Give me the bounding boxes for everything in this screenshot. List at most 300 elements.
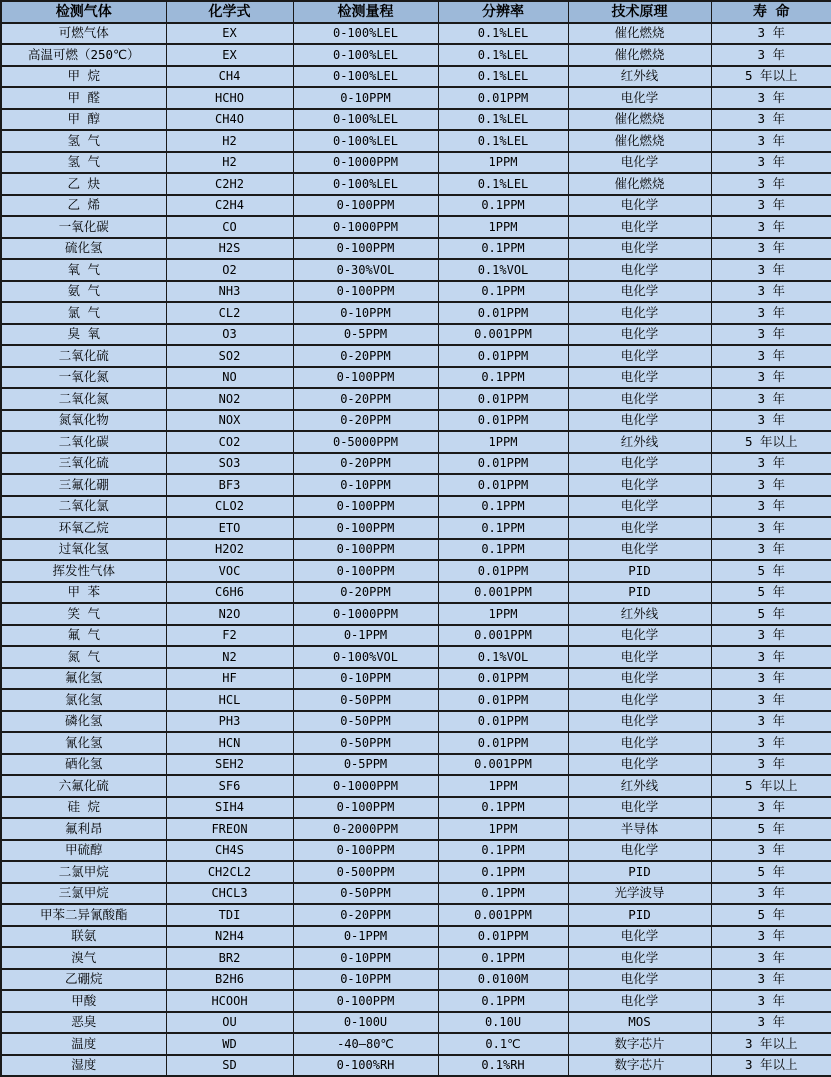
cell: 3 年 <box>711 689 831 711</box>
table-row <box>1 1012 831 1034</box>
cell: 电化学 <box>568 926 711 948</box>
cell: HCL <box>166 689 293 711</box>
table-row <box>1 195 831 217</box>
cell: 3 年 <box>711 173 831 195</box>
cell: 3 年 <box>711 281 831 303</box>
cell: 氢 气 <box>1 130 166 152</box>
cell: SO3 <box>166 453 293 475</box>
cell: 3 年 <box>711 754 831 776</box>
cell: 3 年 <box>711 109 831 131</box>
cell: 5 年 <box>711 861 831 883</box>
cell: 0.01PPM <box>438 345 568 367</box>
cell: 红外线 <box>568 603 711 625</box>
cell: 0-100PPM <box>293 539 438 561</box>
cell: 3 年 <box>711 539 831 561</box>
cell: SIH4 <box>166 797 293 819</box>
cell: 3 年 <box>711 1012 831 1034</box>
cell: 催化燃烧 <box>568 44 711 66</box>
cell: 0-100%LEL <box>293 130 438 152</box>
table-row <box>1 66 831 88</box>
cell: 0.1PPM <box>438 947 568 969</box>
cell: 3 年 <box>711 410 831 432</box>
cell: 0-100%RH <box>293 1055 438 1077</box>
cell: 一氧化氮 <box>1 367 166 389</box>
cell: 催化燃烧 <box>568 109 711 131</box>
cell: 恶臭 <box>1 1012 166 1034</box>
table-row <box>1 711 831 733</box>
table-row <box>1 431 831 453</box>
cell: 0-100PPM <box>293 238 438 260</box>
cell: 0.1PPM <box>438 238 568 260</box>
cell: 电化学 <box>568 668 711 690</box>
cell: 乙 烯 <box>1 195 166 217</box>
cell: 高温可燃（250℃） <box>1 44 166 66</box>
cell: 0-1PPM <box>293 625 438 647</box>
cell: 3 年 <box>711 711 831 733</box>
cell: 3 年 <box>711 130 831 152</box>
cell: 甲苯二异氰酸酯 <box>1 904 166 926</box>
cell: 5 年 <box>711 582 831 604</box>
cell: 挥发性气体 <box>1 560 166 582</box>
cell: 3 年 <box>711 23 831 45</box>
table-row <box>1 1033 831 1055</box>
cell: 电化学 <box>568 840 711 862</box>
cell: 0.001PPM <box>438 324 568 346</box>
cell: 0.1PPM <box>438 883 568 905</box>
table-row <box>1 732 831 754</box>
cell: 5 年以上 <box>711 775 831 797</box>
table-row <box>1 947 831 969</box>
cell: O2 <box>166 259 293 281</box>
cell: 5 年以上 <box>711 66 831 88</box>
cell: CO2 <box>166 431 293 453</box>
cell: 氯化氢 <box>1 689 166 711</box>
cell: 3 年 <box>711 797 831 819</box>
cell: 0-20PPM <box>293 388 438 410</box>
cell: 3 年 <box>711 388 831 410</box>
cell: 溴气 <box>1 947 166 969</box>
cell: 0.1%LEL <box>438 23 568 45</box>
cell: 0.0100M <box>438 969 568 991</box>
cell: 0-1000PPM <box>293 775 438 797</box>
cell: SO2 <box>166 345 293 367</box>
cell: 0-20PPM <box>293 453 438 475</box>
cell: 数字芯片 <box>568 1033 711 1055</box>
cell: 0-100%LEL <box>293 66 438 88</box>
cell: 0.01PPM <box>438 711 568 733</box>
cell: 臭 氧 <box>1 324 166 346</box>
cell: CH2CL2 <box>166 861 293 883</box>
cell: 3 年 <box>711 453 831 475</box>
cell: NO <box>166 367 293 389</box>
cell: CLO2 <box>166 496 293 518</box>
cell: 0.01PPM <box>438 560 568 582</box>
cell: 二氧化氮 <box>1 388 166 410</box>
table-row <box>1 1055 831 1077</box>
cell: NH3 <box>166 281 293 303</box>
cell: NOX <box>166 410 293 432</box>
table-row <box>1 840 831 862</box>
cell: 氟利昂 <box>1 818 166 840</box>
cell: 电化学 <box>568 453 711 475</box>
header-cell: 检测气体 <box>1 1 166 23</box>
cell: 半导体 <box>568 818 711 840</box>
cell: 0.1PPM <box>438 840 568 862</box>
cell: 0-10PPM <box>293 87 438 109</box>
cell: 电化学 <box>568 711 711 733</box>
cell: 0-20PPM <box>293 345 438 367</box>
cell: 1PPM <box>438 818 568 840</box>
cell: 光学波导 <box>568 883 711 905</box>
table-row <box>1 410 831 432</box>
cell: 0.01PPM <box>438 87 568 109</box>
cell: 电化学 <box>568 345 711 367</box>
cell: WD <box>166 1033 293 1055</box>
cell: BR2 <box>166 947 293 969</box>
cell: 3 年 <box>711 883 831 905</box>
cell: 0-100PPM <box>293 496 438 518</box>
cell: HCHO <box>166 87 293 109</box>
cell: CO <box>166 216 293 238</box>
table-row <box>1 152 831 174</box>
cell: 0-10PPM <box>293 668 438 690</box>
table-row <box>1 754 831 776</box>
cell: 0-20PPM <box>293 582 438 604</box>
cell: HCN <box>166 732 293 754</box>
cell: C6H6 <box>166 582 293 604</box>
cell: PID <box>568 904 711 926</box>
table-row <box>1 625 831 647</box>
cell: 3 年 <box>711 990 831 1012</box>
cell: 二氧化氯 <box>1 496 166 518</box>
cell: 0.001PPM <box>438 582 568 604</box>
table-row <box>1 130 831 152</box>
cell: 3 年 <box>711 195 831 217</box>
cell: 0.01PPM <box>438 732 568 754</box>
cell: 3 年 <box>711 926 831 948</box>
cell: 电化学 <box>568 324 711 346</box>
table-row <box>1 216 831 238</box>
cell: 三氧化硫 <box>1 453 166 475</box>
cell: 氧 气 <box>1 259 166 281</box>
cell: F2 <box>166 625 293 647</box>
table-row <box>1 775 831 797</box>
cell: 3 年 <box>711 324 831 346</box>
cell: 0-1000PPM <box>293 603 438 625</box>
cell: 环氧乙烷 <box>1 517 166 539</box>
cell: 温度 <box>1 1033 166 1055</box>
cell: 甲硫醇 <box>1 840 166 862</box>
cell: 0.1PPM <box>438 861 568 883</box>
cell: 0-5PPM <box>293 324 438 346</box>
cell: 0-100%LEL <box>293 23 438 45</box>
cell: 电化学 <box>568 238 711 260</box>
cell: 0.1%VOL <box>438 646 568 668</box>
cell: 3 年 <box>711 44 831 66</box>
cell: 甲酸 <box>1 990 166 1012</box>
table-row <box>1 23 831 45</box>
cell: 0.001PPM <box>438 754 568 776</box>
cell: PID <box>568 861 711 883</box>
header-cell: 分辨率 <box>438 1 568 23</box>
cell: 3 年 <box>711 496 831 518</box>
table-row <box>1 259 831 281</box>
cell: 0-500PPM <box>293 861 438 883</box>
cell: 氯 气 <box>1 302 166 324</box>
cell: SF6 <box>166 775 293 797</box>
header-cell: 化学式 <box>166 1 293 23</box>
cell: 0-10PPM <box>293 474 438 496</box>
table-row <box>1 818 831 840</box>
cell: 0-2000PPM <box>293 818 438 840</box>
cell: MOS <box>568 1012 711 1034</box>
cell: CL2 <box>166 302 293 324</box>
cell: 氟化氢 <box>1 668 166 690</box>
cell: 5 年 <box>711 904 831 926</box>
cell: 甲 醇 <box>1 109 166 131</box>
cell: 1PPM <box>438 775 568 797</box>
cell: 催化燃烧 <box>568 173 711 195</box>
cell: 电化学 <box>568 990 711 1012</box>
cell: 0-1PPM <box>293 926 438 948</box>
cell: 0.1℃ <box>438 1033 568 1055</box>
cell: O3 <box>166 324 293 346</box>
cell: SEH2 <box>166 754 293 776</box>
cell: 电化学 <box>568 646 711 668</box>
cell: 1PPM <box>438 431 568 453</box>
cell: 电化学 <box>568 281 711 303</box>
table-row <box>1 990 831 1012</box>
cell: 0-100%LEL <box>293 173 438 195</box>
header-cell: 寿 命 <box>711 1 831 23</box>
table-row <box>1 367 831 389</box>
table-row <box>1 388 831 410</box>
cell: 0-50PPM <box>293 732 438 754</box>
table-row <box>1 281 831 303</box>
cell: 湿度 <box>1 1055 166 1077</box>
cell: 1PPM <box>438 603 568 625</box>
cell: H2 <box>166 130 293 152</box>
cell: 1PPM <box>438 216 568 238</box>
cell: 0-100PPM <box>293 195 438 217</box>
cell: 笑 气 <box>1 603 166 625</box>
cell: 0.1PPM <box>438 797 568 819</box>
cell: 电化学 <box>568 732 711 754</box>
cell: 电化学 <box>568 87 711 109</box>
cell: ETO <box>166 517 293 539</box>
cell: 电化学 <box>568 539 711 561</box>
cell: 0-30%VOL <box>293 259 438 281</box>
cell: OU <box>166 1012 293 1034</box>
cell: 5 年 <box>711 603 831 625</box>
cell: 氟 气 <box>1 625 166 647</box>
cell: 电化学 <box>568 195 711 217</box>
table-row <box>1 238 831 260</box>
cell: 0-100PPM <box>293 367 438 389</box>
table-row <box>1 517 831 539</box>
cell: 电化学 <box>568 947 711 969</box>
table-row <box>1 797 831 819</box>
cell: PID <box>568 582 711 604</box>
cell: 电化学 <box>568 517 711 539</box>
cell: 3 年以上 <box>711 1055 831 1077</box>
cell: CH4S <box>166 840 293 862</box>
cell: 3 年 <box>711 947 831 969</box>
cell: PID <box>568 560 711 582</box>
table-row <box>1 969 831 991</box>
cell: 3 年 <box>711 367 831 389</box>
cell: 三氯甲烷 <box>1 883 166 905</box>
cell: 氨 气 <box>1 281 166 303</box>
cell: 电化学 <box>568 689 711 711</box>
cell: 电化学 <box>568 496 711 518</box>
cell: 0.01PPM <box>438 689 568 711</box>
cell: 催化燃烧 <box>568 130 711 152</box>
cell: 0.1PPM <box>438 195 568 217</box>
table-row <box>1 861 831 883</box>
cell: EX <box>166 23 293 45</box>
cell: 3 年 <box>711 302 831 324</box>
table-row <box>1 109 831 131</box>
cell: 1PPM <box>438 152 568 174</box>
cell: 5 年以上 <box>711 431 831 453</box>
cell: 0.1%LEL <box>438 173 568 195</box>
cell: 0.1PPM <box>438 539 568 561</box>
cell: 电化学 <box>568 625 711 647</box>
cell: 0.01PPM <box>438 474 568 496</box>
cell: 红外线 <box>568 775 711 797</box>
cell: CH4 <box>166 66 293 88</box>
cell: C2H4 <box>166 195 293 217</box>
cell: 氮氧化物 <box>1 410 166 432</box>
cell: 甲 烷 <box>1 66 166 88</box>
table-row <box>1 324 831 346</box>
cell: 乙硼烷 <box>1 969 166 991</box>
cell: 二氯甲烷 <box>1 861 166 883</box>
cell: 二氧化碳 <box>1 431 166 453</box>
cell: 0-50PPM <box>293 689 438 711</box>
table-row <box>1 926 831 948</box>
cell: 3 年 <box>711 216 831 238</box>
table-row <box>1 173 831 195</box>
table-row <box>1 668 831 690</box>
cell: 5 年 <box>711 818 831 840</box>
cell: 电化学 <box>568 969 711 991</box>
cell: 0.01PPM <box>438 668 568 690</box>
cell: 催化燃烧 <box>568 23 711 45</box>
cell: 0.1%LEL <box>438 109 568 131</box>
cell: 硅 烷 <box>1 797 166 819</box>
cell: N2H4 <box>166 926 293 948</box>
cell: 3 年 <box>711 625 831 647</box>
cell: 过氧化氢 <box>1 539 166 561</box>
cell: 电化学 <box>568 302 711 324</box>
cell: N2O <box>166 603 293 625</box>
cell: 3 年 <box>711 152 831 174</box>
cell: 0.01PPM <box>438 453 568 475</box>
table-row <box>1 345 831 367</box>
cell: NO2 <box>166 388 293 410</box>
table-row <box>1 496 831 518</box>
cell: 氮 气 <box>1 646 166 668</box>
cell: VOC <box>166 560 293 582</box>
cell: 0-5000PPM <box>293 431 438 453</box>
cell: PH3 <box>166 711 293 733</box>
cell: 红外线 <box>568 66 711 88</box>
cell: HCOOH <box>166 990 293 1012</box>
cell: 电化学 <box>568 410 711 432</box>
table-row <box>1 883 831 905</box>
cell: 0.01PPM <box>438 302 568 324</box>
cell: CHCL3 <box>166 883 293 905</box>
cell: 磷化氢 <box>1 711 166 733</box>
cell: H2O2 <box>166 539 293 561</box>
cell: 3 年 <box>711 732 831 754</box>
cell: 三氟化硼 <box>1 474 166 496</box>
cell: 0-100PPM <box>293 517 438 539</box>
cell: 电化学 <box>568 152 711 174</box>
cell: CH4O <box>166 109 293 131</box>
cell: H2 <box>166 152 293 174</box>
cell: 电化学 <box>568 388 711 410</box>
cell: 3 年 <box>711 238 831 260</box>
cell: 0.1%LEL <box>438 130 568 152</box>
cell: B2H6 <box>166 969 293 991</box>
cell: 3 年以上 <box>711 1033 831 1055</box>
cell: 0.01PPM <box>438 410 568 432</box>
table-body <box>1 23 831 1077</box>
cell: 电化学 <box>568 754 711 776</box>
cell: N2 <box>166 646 293 668</box>
cell: 3 年 <box>711 259 831 281</box>
cell: 联氨 <box>1 926 166 948</box>
cell: 3 年 <box>711 345 831 367</box>
cell: BF3 <box>166 474 293 496</box>
cell: 0-50PPM <box>293 711 438 733</box>
cell: 甲 苯 <box>1 582 166 604</box>
header-cell: 检测量程 <box>293 1 438 23</box>
cell: 电化学 <box>568 259 711 281</box>
cell: 3 年 <box>711 87 831 109</box>
cell: 电化学 <box>568 367 711 389</box>
cell: 0.1%LEL <box>438 66 568 88</box>
cell: 0-5PPM <box>293 754 438 776</box>
cell: SD <box>166 1055 293 1077</box>
cell: TDI <box>166 904 293 926</box>
cell: 0-10PPM <box>293 969 438 991</box>
cell: 0.1PPM <box>438 496 568 518</box>
table-row <box>1 453 831 475</box>
cell: 电化学 <box>568 216 711 238</box>
cell: 0-100%VOL <box>293 646 438 668</box>
cell: 0-10PPM <box>293 302 438 324</box>
cell: 0.1%VOL <box>438 259 568 281</box>
table-row <box>1 539 831 561</box>
cell: 氢 气 <box>1 152 166 174</box>
cell: 二氧化硫 <box>1 345 166 367</box>
table-row <box>1 44 831 66</box>
cell: 0-100PPM <box>293 840 438 862</box>
table-row <box>1 646 831 668</box>
cell: 0-100PPM <box>293 560 438 582</box>
table-row <box>1 582 831 604</box>
cell: 0-20PPM <box>293 904 438 926</box>
cell: 可燃气体 <box>1 23 166 45</box>
cell: EX <box>166 44 293 66</box>
cell: 0-100%LEL <box>293 44 438 66</box>
cell: C2H2 <box>166 173 293 195</box>
cell: 0-1000PPM <box>293 152 438 174</box>
